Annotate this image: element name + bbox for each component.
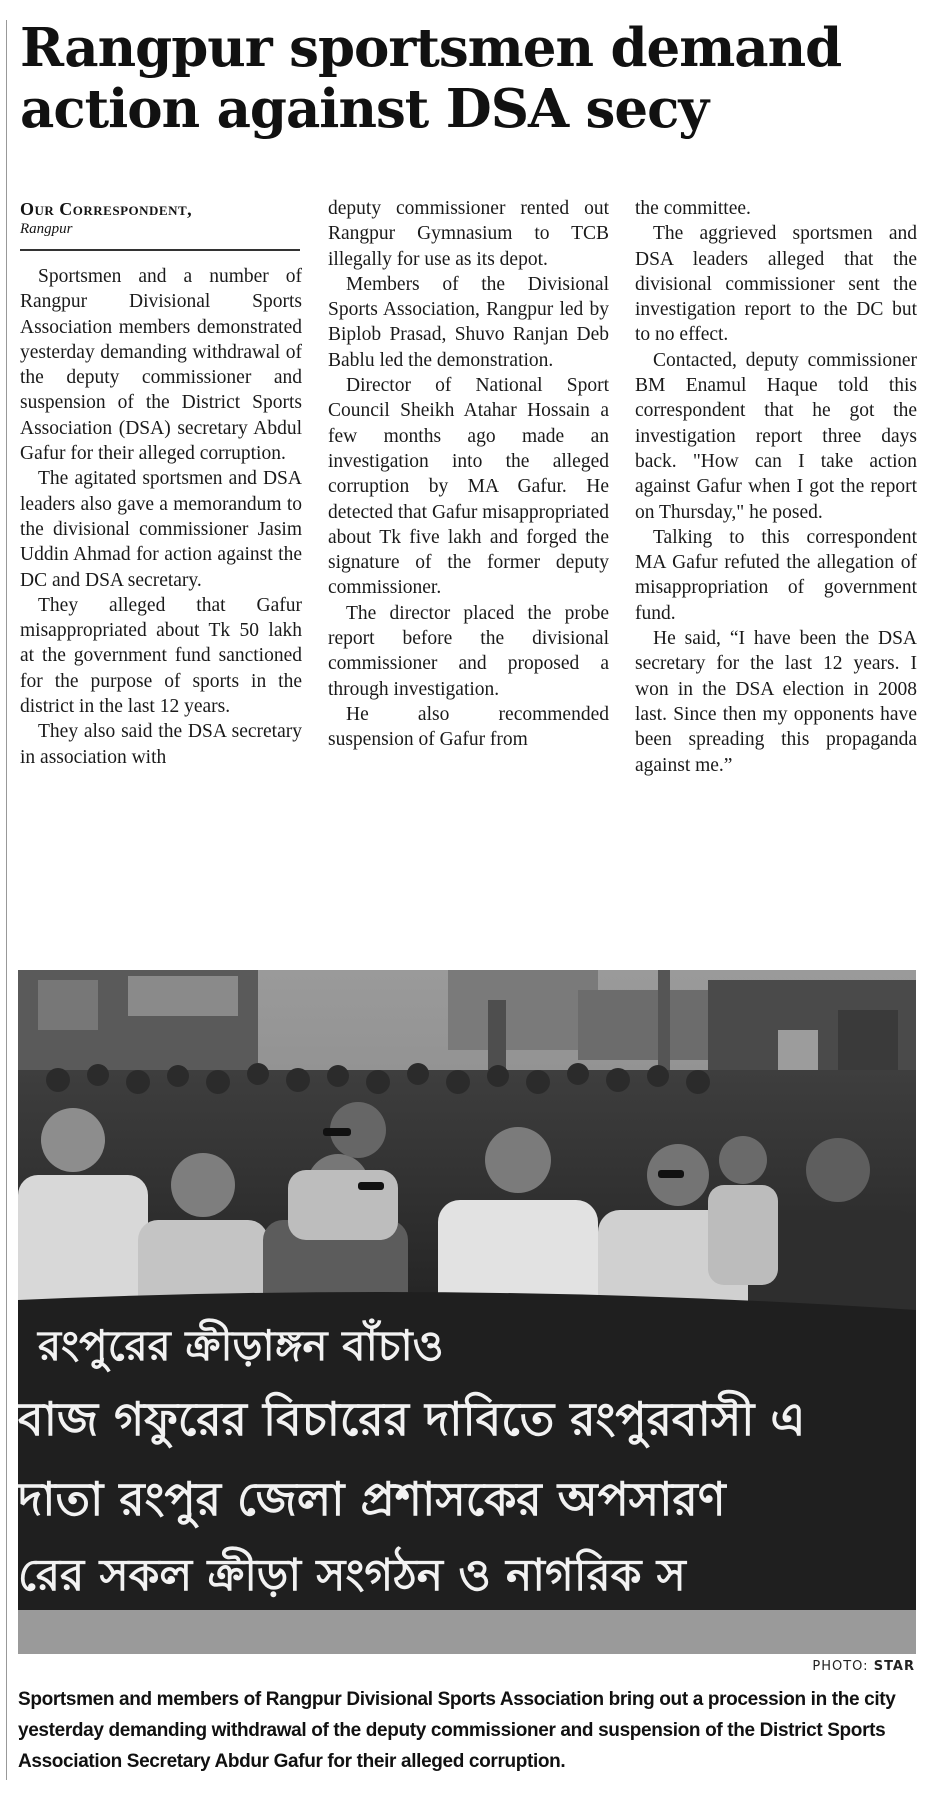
byline-location: Rangpur <box>20 221 73 237</box>
photo-credit-source: STAR <box>873 1659 915 1674</box>
photo-caption: Sportsmen and members of Rangpur Divisional Sports Association bring out a procession in the city yesterday demanding withdrawal of the deputy commissioner and suspension of the District Sports Association Secretary Abdur Gafur for their alleged corruption. <box>18 1689 896 1772</box>
article-column-1 <box>20 264 302 770</box>
photo-credit <box>812 1659 915 1674</box>
paragraph: Members of the Divisional Sports Association, Rangpur led by Biplob Prasad, Shuvo Ranjan Deb Bablu led the demonstration. <box>328 273 609 371</box>
paragraph: Talking to this correspondent MA Gafur refuted the allegation of misappropriation of government fund. <box>635 526 917 624</box>
article-column-2 <box>328 196 609 753</box>
byline-rule <box>20 249 300 251</box>
photo-credit-prefix: PHOTO: <box>812 1659 869 1674</box>
banner-text-line-4: রের সকল ক্রীড়া সংগঠন ও নাগরিক স <box>18 1550 686 1601</box>
headline-line-2: action against DSA secy <box>20 78 709 140</box>
paragraph-continued: deputy commissioner rented out Rangpur Gymnasium to TCB illegally for use as its depot. <box>328 198 609 270</box>
column-rule <box>6 20 7 1780</box>
article-column-3 <box>635 196 917 778</box>
paragraph: Director of National Sport Council Sheikh Atahar Hossain a few months ago made an investigation into the alleged corruption by MA Gafur. He detected that Gafur misappropriated about Tk five lakh and forged the signature of the former deputy commissioner. <box>328 375 610 599</box>
banner-text-line-3: দাতা রংপুর জেলা প্রশাসকের অপসারণ <box>18 1472 726 1526</box>
paragraph: The director placed the probe report before the divisional commissioner and proposed a through investigation. <box>328 602 609 700</box>
banner-text-line-2: বাজ গফুরের বিচারের দাবিতে রংপুরবাসী এ <box>18 1392 806 1446</box>
headline <box>20 18 915 140</box>
banner-text-line-1: রংপুরের ক্রীড়াঙ্গন বাঁচাও <box>38 1321 444 1370</box>
paragraph-continued: the committee. <box>635 198 751 219</box>
paragraph: The aggrieved sportsmen and DSA leaders alleged that the divisional commissioner sent the investigation report to the DC but to no effect. <box>635 223 917 346</box>
procession-photo-illustration <box>18 970 916 1654</box>
paragraph: The agitated sportsmen and DSA leaders also gave a memorandum to the divisional commissioner Jasim Uddin Ahmad for action against the DC and DSA secretary. <box>20 468 302 591</box>
paragraph: He said, “I have been the DSA secretary for the last 12 years. I won in the DSA election in 2008 last. Since then my opponents have been spreading this propaganda against me.” <box>635 628 917 776</box>
paragraph: Contacted, deputy commissioner BM Enamul Haque told this correspondent that he got the investigation report three days back. "How can I take action against Gafur when I got the report on Thursday," he posed. <box>635 349 917 523</box>
paragraph: They alleged that Gafur misappropriated about Tk 50 lakh at the government fund sanctioned for the purpose of sports in the district in the last 12 years. <box>20 594 302 718</box>
paragraph: Sportsmen and a number of Rangpur Divisional Sports Association members demonstrated yesterday demanding withdrawal of the deputy commissioner and suspension of the District Sports Association (DSA) secretary Abdul Gafur for their alleged corruption. <box>20 266 302 465</box>
headline-line-1: Rangpur sportsmen demand <box>20 17 842 79</box>
paragraph: They also said the DSA secretary in association with <box>20 721 302 768</box>
byline-name: Our Correspondent, <box>20 199 193 219</box>
news-photo <box>18 970 916 1654</box>
paragraph: He also recommended suspension of Gafur from <box>328 703 609 751</box>
byline <box>20 198 300 238</box>
